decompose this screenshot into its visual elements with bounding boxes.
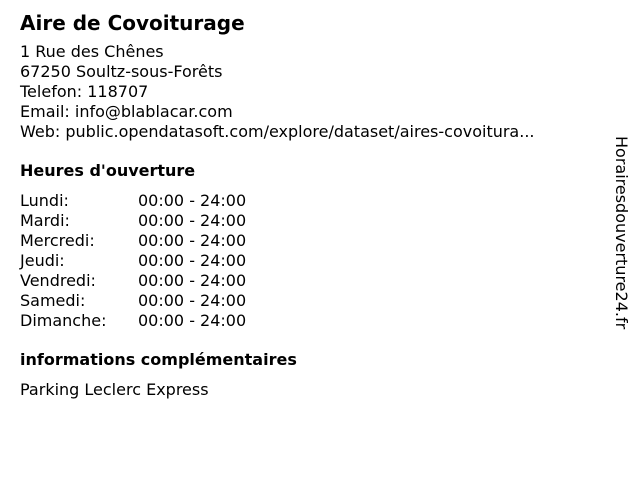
hours-time: 00:00 - 24:00 bbox=[138, 251, 247, 270]
phone-line[interactable]: Telefon: 118707 bbox=[20, 82, 149, 101]
web-line[interactable]: Web: public.opendatasoft.com/explore/dataset/aires-covoitura... bbox=[20, 122, 535, 141]
info-text: Parking Leclerc Express bbox=[20, 380, 209, 399]
place-card bbox=[20, 10, 600, 400]
hours-row bbox=[20, 311, 600, 331]
hours-day: Samedi: bbox=[20, 291, 86, 310]
hours-heading: Heures d'ouverture bbox=[20, 161, 196, 180]
hours-time: 00:00 - 24:00 bbox=[138, 291, 247, 310]
hours-row bbox=[20, 271, 600, 291]
hours-day: Mardi: bbox=[20, 211, 70, 230]
hours-row bbox=[20, 231, 600, 251]
hours-day: Vendredi: bbox=[20, 271, 96, 290]
hours-day: Dimanche: bbox=[20, 311, 107, 330]
email-line[interactable]: Email: info@blablacar.com bbox=[20, 102, 233, 121]
brand-watermark: Horairesdouverture24.fr bbox=[612, 136, 631, 330]
hours-time: 00:00 - 24:00 bbox=[138, 191, 247, 210]
address-street: 1 Rue des Chênes bbox=[20, 42, 164, 61]
hours-day: Mercredi: bbox=[20, 231, 95, 250]
hours-row bbox=[20, 291, 600, 311]
address-city: 67250 Soultz-sous-Forêts bbox=[20, 62, 223, 81]
page-title: Aire de Covoiturage bbox=[20, 11, 245, 35]
hours-row bbox=[20, 191, 600, 211]
hours-time: 00:00 - 24:00 bbox=[138, 311, 247, 330]
info-heading: informations complémentaires bbox=[20, 350, 297, 369]
hours-day: Lundi: bbox=[20, 191, 69, 210]
hours-row bbox=[20, 211, 600, 231]
hours-row bbox=[20, 251, 600, 271]
hours-time: 00:00 - 24:00 bbox=[138, 271, 247, 290]
hours-time: 00:00 - 24:00 bbox=[138, 211, 247, 230]
hours-time: 00:00 - 24:00 bbox=[138, 231, 247, 250]
hours-day: Jeudi: bbox=[20, 251, 65, 270]
hours-table bbox=[20, 191, 600, 331]
